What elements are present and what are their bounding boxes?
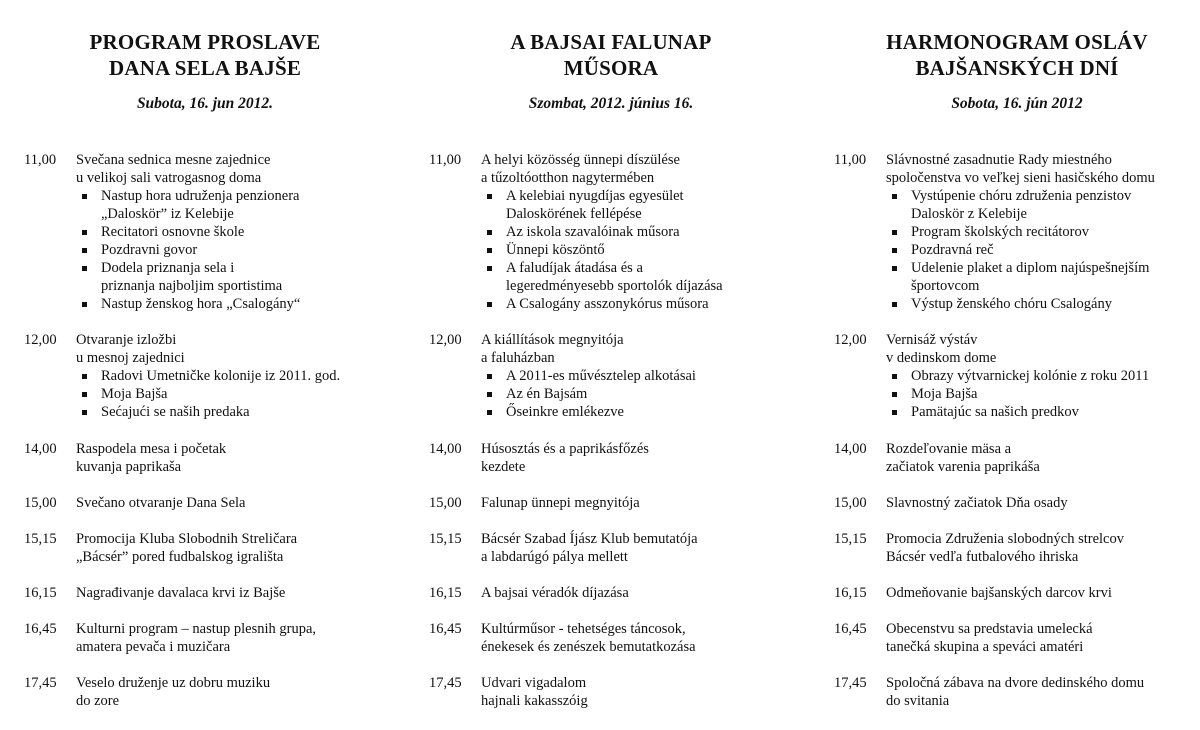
entry-text: Raspodela mesa i početak (76, 441, 227, 457)
bullet-item (886, 187, 1200, 223)
entry-text: Udvari vigadalom (481, 675, 587, 691)
column-serbian (0, 0, 400, 730)
entry-text: spoločenstva vo veľkej sieni hasičského domu (886, 170, 1155, 186)
entry-body (76, 440, 396, 476)
entry-text: hajnali kakasszóig (481, 693, 588, 709)
bullet-text-line: „Daloskör” iz Kelebije (101, 206, 234, 222)
entry-time: 11,00 (24, 152, 57, 168)
entry-text: Promocija Kluba Slobodnih Streličara (76, 531, 298, 547)
entry-text: do zore (76, 693, 120, 709)
bullet-text-line: priznanja najboljim sportistima (101, 278, 283, 294)
entry-time: 16,15 (24, 585, 57, 601)
bullet-text-line: Dodela priznanja sela i (101, 260, 235, 276)
bullet-list (76, 187, 396, 313)
entry-text: v dedinskom dome (886, 350, 997, 366)
entry-text: amatera pevača i muzičara (76, 639, 231, 655)
entry-time: 11,00 (429, 152, 462, 168)
bullet-item (481, 259, 801, 295)
entry-time: 14,00 (834, 441, 867, 457)
entry-time: 15,15 (834, 531, 867, 547)
column-title (5, 29, 405, 81)
entry-time: 16,15 (834, 585, 867, 601)
entry-body (886, 674, 1200, 710)
title-line: HARMONOGRAM OSLÁV (886, 30, 1148, 54)
column-hungarian (405, 0, 805, 730)
entry-text: Veselo druženje uz dobru muziku (76, 675, 271, 691)
entry-text: a tűzoltóotthon nagytermében (481, 170, 655, 186)
bullet-item: Pozdravni govor (76, 241, 396, 259)
entry-body (481, 440, 801, 476)
entry-text: A helyi közösség ünnepi díszülése (481, 152, 680, 168)
entry-text: Kultúrműsor - tehetséges táncosok, (481, 621, 686, 637)
entry-time: 15,00 (429, 495, 462, 511)
bullet-text-line: Daloskörének fellépése (506, 206, 642, 222)
entry-body (76, 674, 396, 710)
column-slovak (810, 0, 1200, 730)
entry-body (481, 584, 801, 602)
entry-body (886, 530, 1200, 566)
bullet-item (76, 187, 396, 223)
bullet-text-line: legeredményesebb sportolók díjazása (506, 278, 723, 294)
entry-text: Húsosztás és a paprikásfőzés (481, 441, 649, 457)
bullet-item: Őseinkre emlékezve (481, 403, 801, 421)
bullet-text-line: Udelenie plaket a diplom najúspešnejším (911, 260, 1150, 276)
bullet-list (886, 367, 1200, 421)
entry-time: 16,45 (834, 621, 867, 637)
entry-text: u mesnoj zajednici (76, 350, 185, 366)
title-line: DANA SELA BAJŠE (108, 56, 302, 80)
entry-text: Svečana sednica mesne zajednice (76, 152, 271, 168)
entry-body (481, 674, 801, 710)
column-title (411, 29, 811, 81)
bullet-list (481, 187, 801, 313)
bullet-item: Program školských recitátorov (886, 223, 1200, 241)
entry-text: Slavnostný začiatok Dňa osady (886, 495, 1068, 511)
entry-body (76, 151, 396, 313)
bullet-list (76, 367, 396, 421)
bullet-item (481, 187, 801, 223)
entry-body (481, 151, 801, 313)
entry-text: A bajsai véradók díjazása (481, 585, 629, 601)
entry-text: Svečano otvaranje Dana Sela (76, 495, 246, 511)
entry-time: 12,00 (429, 332, 462, 348)
entry-text: a labdarúgó pálya mellett (481, 549, 628, 565)
entry-text: kuvanja paprikaša (76, 459, 182, 475)
title-line: MŰSORA (563, 56, 659, 80)
entry-text: a faluházban (481, 350, 555, 366)
bullet-item: Obrazy výtvarnickej kolónie z roku 2011 (886, 367, 1200, 385)
bullet-text-line: A faludíjak átadása és a (506, 260, 643, 276)
bullet-text-line: Vystúpenie chóru združenia penzistov (911, 188, 1132, 204)
entry-body (481, 331, 801, 421)
title-line: PROGRAM PROSLAVE (89, 30, 321, 54)
entry-body (76, 620, 396, 656)
entry-body (76, 530, 396, 566)
entry-time: 12,00 (24, 332, 57, 348)
entry-body (886, 584, 1200, 602)
entry-time: 16,45 (24, 621, 57, 637)
bullet-item: A 2011-es művésztelep alkotásai (481, 367, 801, 385)
entry-text: Spoločná zábava na dvore dedinského domu (886, 675, 1145, 691)
entry-text: Slávnostné zasadnutie Rady miestného (886, 152, 1112, 168)
entry-body (76, 331, 396, 421)
entry-time: 11,00 (834, 152, 867, 168)
entry-time: 15,00 (834, 495, 867, 511)
entry-text: Nagrađivanje davalaca krvi iz Bajše (76, 585, 286, 601)
bullet-item: A Csalogány asszonykórus műsora (481, 295, 801, 313)
entry-body (481, 530, 801, 566)
entry-text: Bácsér vedľa futbalového ihriska (886, 549, 1079, 565)
entry-time: 17,45 (834, 675, 867, 691)
entry-body (886, 151, 1200, 313)
bullet-item (76, 259, 396, 295)
entry-text: Obecenstvu sa predstavia umelecká (886, 621, 1093, 637)
entry-body (886, 494, 1200, 512)
bullet-item: Pozdravná reč (886, 241, 1200, 259)
title-line: A BAJSAI FALUNAP (510, 30, 712, 54)
entry-time: 15,15 (429, 531, 462, 547)
entry-time: 14,00 (24, 441, 57, 457)
entry-time: 14,00 (429, 441, 462, 457)
entry-text: tanečká skupina a speváci amatéri (886, 639, 1084, 655)
bullet-item: Nastup ženskog hora „Csalogány“ (76, 295, 396, 313)
bullet-item: Sećajući se naših predaka (76, 403, 396, 421)
bullet-list (481, 367, 801, 421)
bullet-list (886, 187, 1200, 313)
entry-time: 16,45 (429, 621, 462, 637)
entry-body (481, 494, 801, 512)
bullet-text-line: Nastup hora udruženja penzionera (101, 188, 300, 204)
bullet-item: Pamätajúc sa našich predkov (886, 403, 1200, 421)
bullet-text-line: športovcom (911, 278, 980, 294)
entry-body (886, 440, 1200, 476)
bullet-item: Moja Bajša (886, 385, 1200, 403)
entry-text: énekesek és zenészek bemutatkozása (481, 639, 696, 655)
bullet-item: Az én Bajsám (481, 385, 801, 403)
entry-time: 15,00 (24, 495, 57, 511)
event-date: Subota, 16. jun 2012. (136, 95, 274, 112)
entry-time: 16,15 (429, 585, 462, 601)
bullet-item: Az iskola szavalóinak műsora (481, 223, 801, 241)
bullet-text-line: Daloskör z Kelebije (911, 206, 1027, 222)
entry-body (76, 584, 396, 602)
entry-text: kezdete (481, 459, 526, 475)
entry-body (76, 494, 396, 512)
entry-time: 17,45 (24, 675, 57, 691)
entry-text: A kiállítások megnyitója (481, 332, 624, 348)
bullet-item (886, 259, 1200, 295)
entry-text: Rozdeľovanie mäsa a (886, 441, 1012, 457)
bullet-text-line: A kelebiai nyugdíjas egyesület (506, 188, 684, 204)
event-date: Szombat, 2012. június 16. (528, 95, 694, 112)
bullet-item: Radovi Umetničke kolonije iz 2011. god. (76, 367, 396, 385)
entry-text: Falunap ünnepi megnyitója (481, 495, 640, 511)
entry-text: Vernisáž výstáv (886, 332, 978, 348)
entry-text: Bácsér Szabad Íjász Klub bemutatója (481, 531, 698, 547)
entry-text: Odmeňovanie bajšanských darcov krvi (886, 585, 1112, 601)
bullet-item: Recitatori osnovne škole (76, 223, 396, 241)
entry-text: začiatok varenia paprikáša (886, 459, 1040, 475)
entry-time: 17,45 (429, 675, 462, 691)
column-title (817, 29, 1200, 81)
entry-body (481, 620, 801, 656)
entry-text: u velikoj sali vatrogasnog doma (76, 170, 262, 186)
bullet-item: Výstup ženského chóru Csalogány (886, 295, 1200, 313)
entry-text: Kulturni program – nastup plesnih grupa, (76, 621, 317, 637)
entry-body (886, 331, 1200, 421)
entry-body (886, 620, 1200, 656)
entry-text: „Bácsér” pored fudbalskog igrališta (76, 549, 284, 565)
entry-text: do svitania (886, 693, 950, 709)
entry-time: 15,15 (24, 531, 57, 547)
title-line: BAJŠANSKÝCH DNÍ (915, 56, 1119, 80)
bullet-item: Moja Bajša (76, 385, 396, 403)
entry-time: 12,00 (834, 332, 867, 348)
bullet-item: Ünnepi köszöntő (481, 241, 801, 259)
event-date: Sobota, 16. jún 2012 (951, 95, 1083, 112)
entry-text: Promocia Združenia slobodných strelcov (886, 531, 1124, 547)
entry-text: Otvaranje izložbi (76, 332, 177, 348)
